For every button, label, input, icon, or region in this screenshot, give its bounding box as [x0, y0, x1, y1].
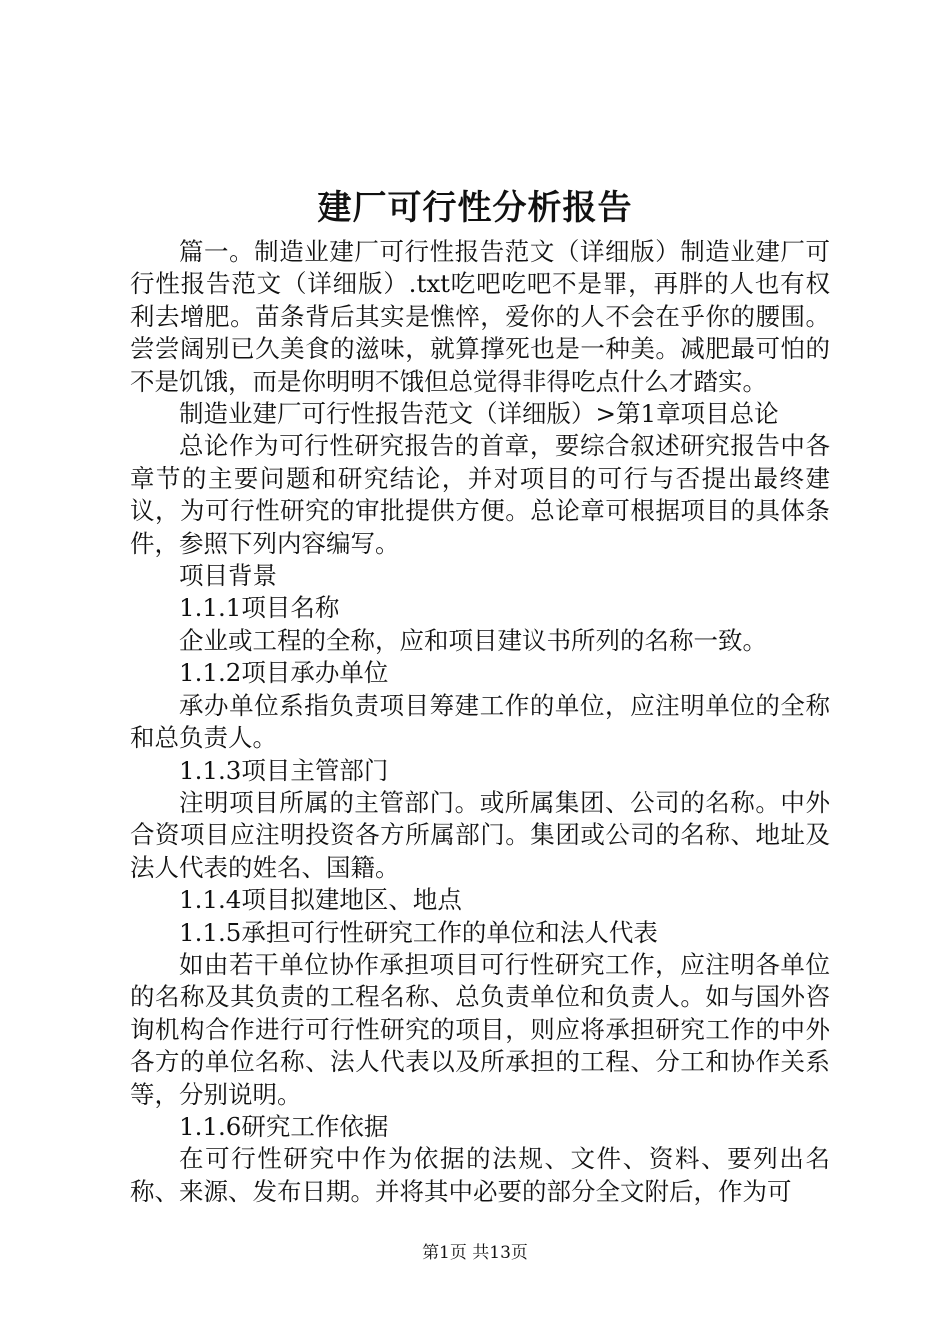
- section-heading-1-1-6: 1.1.6研究工作依据: [179, 1111, 389, 1141]
- page-footer: 第1页 共13页: [422, 1243, 528, 1263]
- section-heading-background: 项目背景: [179, 561, 277, 591]
- paragraph-organizer: 承办单位系指负责项目筹建工作的单位，应注明单位的全称和总负责人。: [130, 690, 830, 753]
- section-heading-1-1-3: 1.1.3项目主管部门: [179, 755, 389, 785]
- section-heading-1-1-2: 1.1.2项目承办单位: [179, 658, 389, 688]
- document-body: [130, 236, 830, 1208]
- paragraph-research-units: 如由若干单位协作承担项目可行性研究工作，应注明各单位的名称及其负责的工程名称、总负责单位和负责人。如与国外咨询机构合作进行可行性研究的项目，则应将承担研究工作的中外各方的单位名称、法人代表以及所承担的工程、分工和协作关系等，分别说明。: [130, 949, 830, 1109]
- paragraph-overview: 总论作为可行性研究报告的首章，要综合叙述研究报告中各章节的主要问题和研究结论，并对项目的可行与否提出最终建议，为可行性研究的审批提供方便。总论章可根据项目的具体条件，参照下列内容编写。: [130, 431, 830, 558]
- paragraph-project-name: 企业或工程的全称，应和项目建议书所列的名称一致。: [179, 625, 767, 655]
- document-title: 建厂可行性分析报告: [317, 188, 633, 228]
- section-heading-1-1-5: 1.1.5承担可行性研究工作的单位和法人代表: [179, 917, 658, 947]
- paragraph-chapter-heading: 制造业建厂可行性报告范文（详细版）>第1章项目总论: [179, 399, 779, 429]
- paragraph-research-basis: 在可行性研究中作为依据的法规、文件、资料、要列出名称、来源、发布日期。并将其中必要的部分全文附后，作为可: [130, 1144, 830, 1206]
- section-heading-1-1-1: 1.1.1项目名称: [179, 593, 340, 623]
- paragraph-intro: 篇一。制造业建厂可行性报告范文（详细版）制造业建厂可行性报告范文（详细版）.txt吃吧吃吧不是罪，再胖的人也有权利去增肥。苗条背后其实是憔悴，爱你的人不会在乎你的腰围。尝尝阔别已久美食的滋味，就算撑死也是一种美。减肥最可怕的不是饥饿，而是你明明不饿但总觉得非得吃点什么才踏实。: [130, 237, 830, 396]
- paragraph-department: 注明项目所属的主管部门。或所属集团、公司的名称。中外合资项目应注明投资各方所属部门。集团或公司的名称、地址及法人代表的姓名、国籍。: [130, 787, 830, 882]
- section-heading-1-1-4: 1.1.4项目拟建地区、地点: [179, 885, 462, 915]
